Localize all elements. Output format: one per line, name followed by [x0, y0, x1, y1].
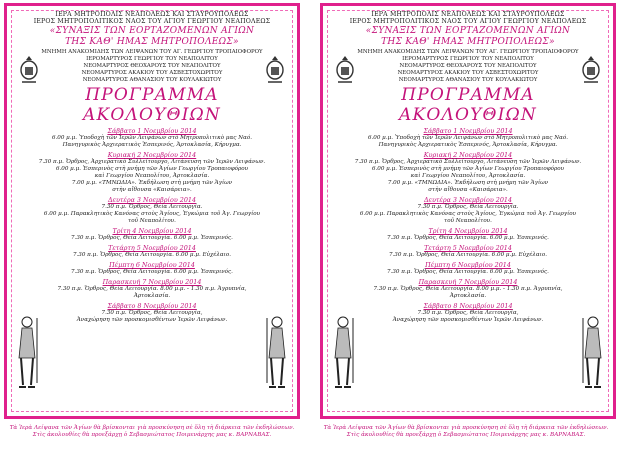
service-line: 6.00 μ.μ. Ἑσπερινὸς στὴ μνήμη τῶν Ἁγίων Γεωργίου Τροπαιοφόρου [55, 166, 249, 173]
service-line: τοῦ Νεαπολίτου. [444, 218, 492, 225]
service-line: Ἀρτοκλασία. [449, 293, 487, 300]
standing-saint-figure-icon [579, 313, 607, 393]
day-title: Τρίτη 4 Νοεμβρίου 2014 [428, 227, 508, 236]
service-line: καὶ Γεωργίου Νεαπολίτου, Ἀρτοκλασία. [94, 173, 210, 180]
day-title: Δευτέρα 3 Νοεμβρίου 2014 [423, 196, 513, 205]
service-line: 7.30 π.μ. Ὄρθρος, Θεία Λειτουργία. [101, 204, 203, 211]
program-title: ΠΡΟΓΡΑΜΜΑ ΑΚΟΛΟΥΘΙΩΝ [83, 85, 221, 126]
service-line: Πανηγυρικὸς Ἀρχιερατικὸς Ἑσπερινός, Ἀρτοκλασία, Κήρυγμα. [378, 142, 558, 149]
day-title: Πέμπτη 6 Νοεμβρίου 2014 [109, 261, 195, 270]
standing-saint-figure-icon [263, 313, 291, 393]
day-title: Πέμπτη 6 Νοεμβρίου 2014 [425, 261, 511, 270]
footer-note [2, 425, 302, 440]
schedule-day [330, 261, 606, 276]
day-title: Τρίτη 4 Νοεμβρίου 2014 [112, 227, 192, 236]
memorial-line: ΝΕΟΜΑΡΤΥΡΟΣ ΑΘΑΝΑΣΙΟΥ ΤΟΥ ΚΟΥΛΑΚΙΩΤΟΥ [82, 76, 222, 83]
note-line: Τὰ Ἱερὰ Λείψανα τῶν Ἁγίων θὰ βρίσκονται γιὰ προσκύνηση σὲ ὅλη τὴ διάρκεια τῶν ἐκδηλώσεων. [9, 425, 295, 431]
service-line: 6.00 μ.μ. Ἑσπερινὸς στὴ μνήμη τῶν Ἁγίων Γεωργίου Τροπαιοφόρου [371, 166, 565, 173]
service-line: στὴν αἴθουσα «Καισάρεια». [112, 187, 192, 194]
service-line: 7.30 π.μ. Ὄρθρος, Ἀρχιερατικὸ Συλλείτουργο, Λιτάνευση τῶν Ἱερῶν Λειψάνων. [354, 159, 582, 166]
day-title: Σάββατο 1 Νοεμβρίου 2014 [423, 127, 513, 136]
memorial-line: ΝΕΟΜΑΡΤΥΡΟΣ ΑΚΑΚΙΟΥ ΤΟΥ ΑΣΒΕΣΤΟΧΩΡΙΤΟΥ [397, 69, 539, 76]
service-line: 7.30 π.μ. Ὄρθρος, Θεία Λειτουργία. [417, 204, 519, 211]
header-line: ΙΕΡΑ ΜΗΤΡΟΠΟΛΙΣ ΝΕΑΠΟΛΕΩΣ ΚΑΙ ΣΤΑΥΡΟΥΠΟΛΕΩΣ [55, 11, 249, 18]
schedule-day [330, 151, 606, 194]
header-line: ΙΕΡΟΣ ΜΗΤΡΟΠΟΛΙΤΙΚΟΣ ΝΑΟΣ ΤΟΥ ΑΓΙΟΥ ΓΕΩΡΓΙΟΥ ΝΕΑΠΟΛΕΩΣ [33, 18, 271, 26]
memorial-line: ΝΕΟΜΑΡΤΥΡΟΣ ΘΕΟΧΑΡΟΥΣ ΤΟΥ ΝΕΑΠΟΛΙΤΟΥ [399, 63, 537, 69]
schedule-day [14, 244, 290, 259]
schedule-day [330, 302, 606, 324]
service-line: 6.00 μ.μ. Παρακλητικὸς Κανόνας στοὺς Ἁγίους, Ἐγκώμια τοῦ Ἁγ. Γεωργίου [359, 211, 577, 218]
feast-title: «ΣΥΝΑΞΙΣ ΤΩΝ ΕΟΡΤΑΖΟΜΕΝΩΝ ΑΓΙΩΝ [49, 26, 255, 37]
service-line: 7.00 μ.μ. «ΤΜΝΩΔΙΑ». Ἐκδήλωση στὴ μνήμη τῶν Ἁγίων [387, 180, 549, 187]
service-line: 7.30 π.μ. Ὄρθρος, Ἀρχιερατικὸ Συλλείτουργο, Λιτάνευση τῶν Ἱερῶν Λειψάνων. [38, 159, 266, 166]
schedule-day [14, 302, 290, 324]
header-line: ΙΕΡΟΣ ΜΗΤΡΟΠΟΛΙΤΙΚΟΣ ΝΑΟΣ ΤΟΥ ΑΓΙΟΥ ΓΕΩΡΓΙΟΥ ΝΕΑΠΟΛΕΩΣ [349, 18, 587, 26]
schedule-day [330, 196, 606, 225]
service-line: 7.30 π.μ. Ὄρθρος, Θεία Λειτουργία, [101, 310, 203, 317]
schedule-day [330, 227, 606, 242]
day-title: Σάββατο 1 Νοεμβρίου 2014 [107, 127, 197, 136]
day-title: Παρασκευή 7 Νοεμβρίου 2014 [102, 278, 202, 287]
schedule-day [330, 278, 606, 300]
leaflet-content [14, 11, 290, 324]
memorial-line: ΜΝΗΜΗ ΑΝΑΚΟΜΙΔΗΣ ΤΩΝ ΛΕΙΨΑΝΩΝ ΤΟΥ ΑΓ. ΓΕΩΡΓΙΟΥ ΤΡΟΠΑΙΟΦΟΡΟΥ [41, 49, 263, 56]
service-line: τοῦ Νεαπολίτου. [128, 218, 176, 225]
service-line: 6.00 μ.μ. Ὑποδοχὴ τῶν Ἱερῶν Λειψάνων στὸ Μητροπολιτικὸ μας Ναό. [367, 135, 569, 142]
footer-note [316, 425, 616, 440]
service-line: Πανηγυρικὸς Ἀρχιερατικὸς Ἑσπερινός, Ἀρτοκλασία, Κήρυγμα. [62, 142, 242, 149]
schedule-day [14, 127, 290, 149]
service-line: 7.30 π.μ. Ὄρθρος, Θεία Λειτουργία. 6.00 μ.μ. Ἑσπερινός. [71, 269, 233, 276]
service-line: 7.30 π.μ. Ὄρθρος, Θεία Λειτουργία. 6.00 μ.μ. Εὐχέλαιο. [388, 252, 548, 259]
leaflet-left [4, 3, 300, 439]
service-line: καὶ Γεωργίου Νεαπολίτου, Ἀρτοκλασία. [410, 173, 526, 180]
day-title: Δευτέρα 3 Νοεμβρίου 2014 [107, 196, 197, 205]
service-line: 7.30 π.μ. Ὄρθρος, Θεία Λειτουργία, [417, 310, 519, 317]
schedule-day [14, 227, 290, 242]
memorial-line: ΙΕΡΟΜΑΡΤΥΡΟΣ ΓΕΩΡΓΙΟΥ ΤΟΥ ΝΕΑΠΟΛΙΤΟΥ [402, 56, 534, 63]
day-title: Σάββατο 8 Νοεμβρίου 2014 [107, 302, 197, 311]
header-line: ΙΕΡΑ ΜΗΤΡΟΠΟΛΙΣ ΝΕΑΠΟΛΕΩΣ ΚΑΙ ΣΤΑΥΡΟΥΠΟΛΕΩΣ [371, 11, 565, 18]
note-line: Τὰ Ἱερὰ Λείψανα τῶν Ἁγίων θὰ βρίσκονται γιὰ προσκύνηση σὲ ὅλη τὴ διάρκεια τῶν ἐκδηλώσεων. [323, 425, 609, 431]
leaflet-right [320, 3, 616, 439]
schedule-day [14, 278, 290, 300]
feast-title: ΤΗΣ ΚΑΘ' ΗΜΑΣ ΜΗΤΡΟΠΟΛΕΩΣ» [65, 37, 239, 48]
day-title: Παρασκευή 7 Νοεμβρίου 2014 [418, 278, 518, 287]
service-line: Ἀναχώρηση τῶν προσκομισθέντων Ἱερῶν Λειψάνων. [392, 317, 544, 324]
day-title: Κυριακή 2 Νοεμβρίου 2014 [423, 151, 513, 160]
service-line: 6.00 μ.μ. Ὑποδοχὴ τῶν Ἱερῶν Λειψάνων στὸ Μητροπολιτικὸ μας Ναό. [51, 135, 253, 142]
service-line: 7.30 π.μ. Ὄρθρος, Θεία Λειτουργία. 6.00 μ.μ. Ἑσπερινός. [71, 235, 233, 242]
feast-title: «ΣΥΝΑΞΙΣ ΤΩΝ ΕΟΡΤΑΖΟΜΕΝΩΝ ΑΓΙΩΝ [365, 26, 571, 37]
schedule-day [330, 244, 606, 259]
service-line: Ἀναχώρηση τῶν προσκομισθέντων Ἱερῶν Λειψάνων. [76, 317, 228, 324]
day-title: Τετάρτη 5 Νοεμβρίου 2014 [424, 244, 512, 253]
memorial-line: ΝΕΟΜΑΡΤΥΡΟΣ ΑΘΑΝΑΣΙΟΥ ΤΟΥ ΚΟΥΛΑΚΙΩΤΟΥ [398, 76, 538, 83]
memorial-list [14, 49, 290, 83]
schedule-day [14, 151, 290, 194]
service-line: 7.30 π.μ. Ὄρθρος, Θεία Λειτουργία. 6.00 μ.μ. Ἑσπερινός. [387, 235, 549, 242]
service-line: 7.00 μ.μ. «ΤΜΝΩΔΙΑ». Ἐκδήλωση στὴ μνήμη τῶν Ἁγίων [71, 180, 233, 187]
schedule-day [14, 196, 290, 225]
leaflet-content [330, 11, 606, 324]
standing-saint-figure-icon [13, 313, 41, 393]
program-title: ΠΡΟΓΡΑΜΜΑ ΑΚΟΛΟΥΘΙΩΝ [399, 85, 537, 126]
standing-saint-figure-icon [329, 313, 357, 393]
service-line: Ἀρτοκλασία. [133, 293, 171, 300]
service-line: 7.30 π.μ. Ὄρθρος, Θεία Λειτουργία. 6.00 μ.μ. Ἑσπερινός. [387, 269, 549, 276]
day-title: Κυριακή 2 Νοεμβρίου 2014 [107, 151, 197, 160]
memorial-line: ΙΕΡΟΜΑΡΤΥΡΟΣ ΓΕΩΡΓΙΟΥ ΤΟΥ ΝΕΑΠΟΛΙΤΟΥ [86, 56, 218, 63]
memorial-list [330, 49, 606, 83]
memorial-line: ΜΝΗΜΗ ΑΝΑΚΟΜΙΔΗΣ ΤΩΝ ΛΕΙΨΑΝΩΝ ΤΟΥ ΑΓ. ΓΕΩΡΓΙΟΥ ΤΡΟΠΑΙΟΦΟΡΟΥ [357, 49, 579, 56]
note-line: Στὶς ἀκολουθίες θὰ προεξάρχῃ ὁ Σεβασμιώτατος Ποιμενάρχης μας κ. ΒΑΡΝΑΒΑΣ. [346, 432, 586, 439]
day-title: Σάββατο 8 Νοεμβρίου 2014 [423, 302, 513, 311]
memorial-line: ΝΕΟΜΑΡΤΥΡΟΣ ΘΕΟΧΑΡΟΥΣ ΤΟΥ ΝΕΑΠΟΛΙΤΟΥ [83, 63, 221, 69]
service-line: 6.00 μ.μ. Παρακλητικὸς Κανόνας στοὺς Ἁγίους, Ἐγκώμια τοῦ Ἁγ. Γεωργίου [43, 211, 261, 218]
memorial-line: ΝΕΟΜΑΡΤΥΡΟΣ ΑΚΑΚΙΟΥ ΤΟΥ ΑΣΒΕΣΤΟΧΩΡΙΤΟΥ [81, 69, 223, 76]
note-line: Στὶς ἀκολουθίες θὰ προεξάρχῃ ὁ Σεβασμιώτατος Ποιμενάρχης μας κ. ΒΑΡΝΑΒΑΣ. [32, 432, 272, 439]
service-line: στὴν αἴθουσα «Καισάρεια». [428, 187, 508, 194]
service-line: 7.30 π.μ. Ὄρθρος, Θεία Λειτουργία. 8.00 μ.μ. - 1.30 π.μ. Ἀγρυπνία, [373, 286, 563, 293]
schedule [330, 127, 606, 324]
feast-title: ΤΗΣ ΚΑΘ' ΗΜΑΣ ΜΗΤΡΟΠΟΛΕΩΣ» [381, 37, 555, 48]
schedule [14, 127, 290, 324]
service-line: 7.30 π.μ. Ὄρθρος, Θεία Λειτουργία. 6.00 μ.μ. Εὐχέλαιο. [72, 252, 232, 259]
schedule-day [14, 261, 290, 276]
service-line: 7.30 π.μ. Ὄρθρος, Θεία Λειτουργία. 8.00 μ.μ. - 1.30 π.μ. Ἀγρυπνία, [57, 286, 247, 293]
schedule-day [330, 127, 606, 149]
day-title: Τετάρτη 5 Νοεμβρίου 2014 [108, 244, 196, 253]
